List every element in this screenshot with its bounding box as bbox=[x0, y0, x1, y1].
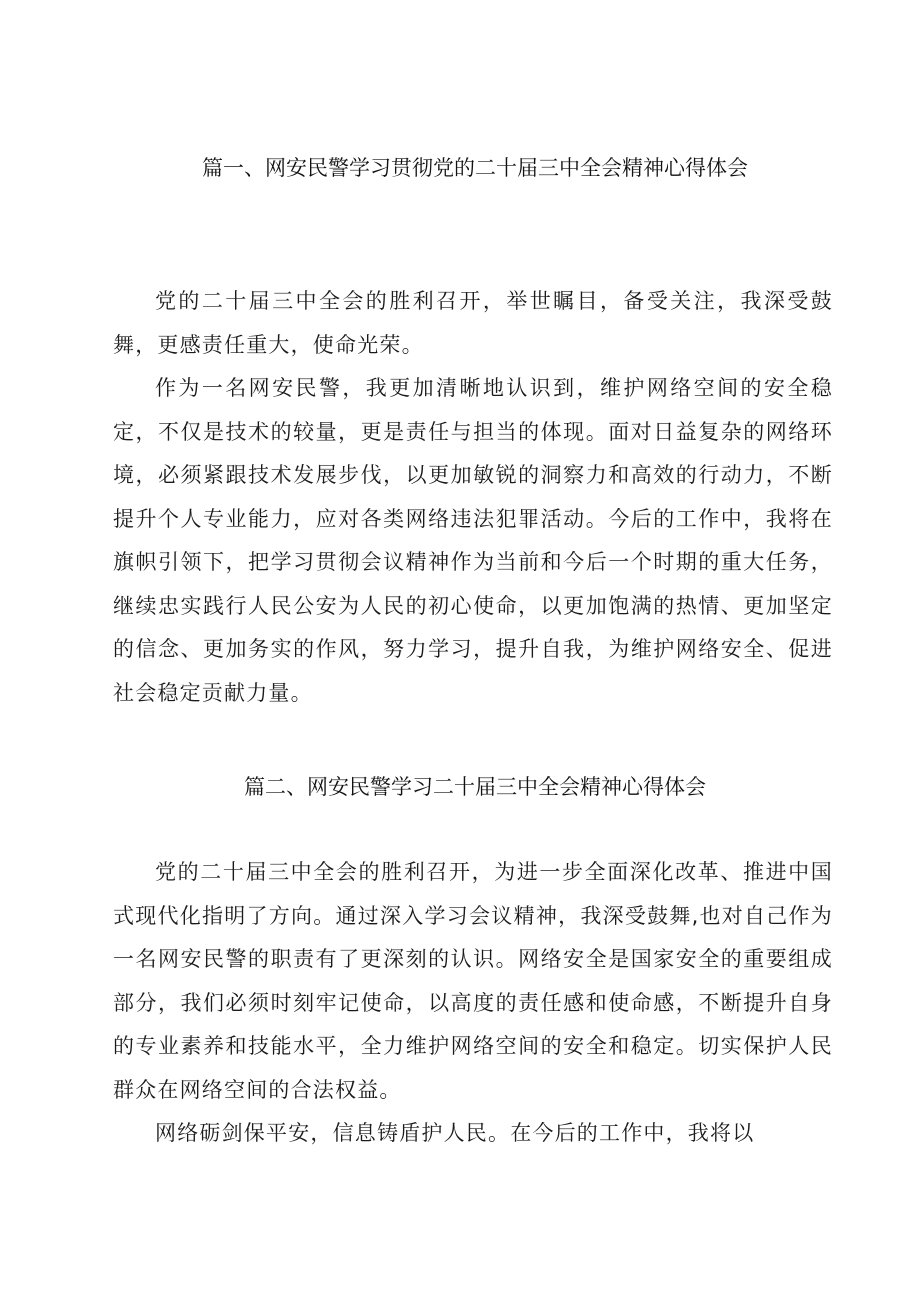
section1-paragraph-1: 党的二十届三中全会的胜利召开，举世瞩目，备受关注，我深受鼓舞，更感责任重大，使命光荣。 bbox=[113, 289, 833, 357]
section1-body bbox=[113, 280, 833, 715]
section2-paragraph-1: 党的二十届三中全会的胜利召开，为进一步全面深化改革、推进中国式现代化指明了方向。通过深入学习会议精神，我深受鼓舞,也对自己作为一名网安民警的职责有了更深刻的认识。网络安全是国家安全的重要组成部分，我们必须时刻牢记使命，以高度的责任感和使命感，不断提升自身的专业素养和技能水平，全力维护网络空间的安全和稳定。切实保护人民群众在网络空间的合法权益。 bbox=[113, 860, 833, 1102]
section2-body bbox=[113, 851, 833, 1156]
section2-paragraph-2: 网络砺剑保平安，信息铸盾护人民。在今后的工作中，我将以 bbox=[155, 1121, 755, 1145]
section1-paragraph-2: 作为一名网安民警，我更加清晰地认识到，维护网络空间的安全稳定，不仅是技术的较量，更是责任与担当的体现。面对日益复杂的网络环境，必须紧跟技术发展步伐，以更加敏锐的洞察力和高效的行动力，不断提升个人专业能力，应对各类网络违法犯罪活动。今后的工作中，我将在旗帜引领下，把学习贯彻会议精神作为当前和今后一个时期的重大任务，继续忠实践行人民公安为人民的初心使命，以更加饱满的热情、更加坚定的信念、更加务实的作风，努力学习，提升自我，为维护网络安全、促进社会稳定贡献力量。 bbox=[113, 376, 833, 705]
section2-title: 篇二、网安民警学习二十届三中全会精神心得体会 bbox=[244, 775, 706, 799]
section1-title: 篇一、网安民警学习贯彻党的二十届三中全会精神心得体会 bbox=[202, 156, 748, 180]
